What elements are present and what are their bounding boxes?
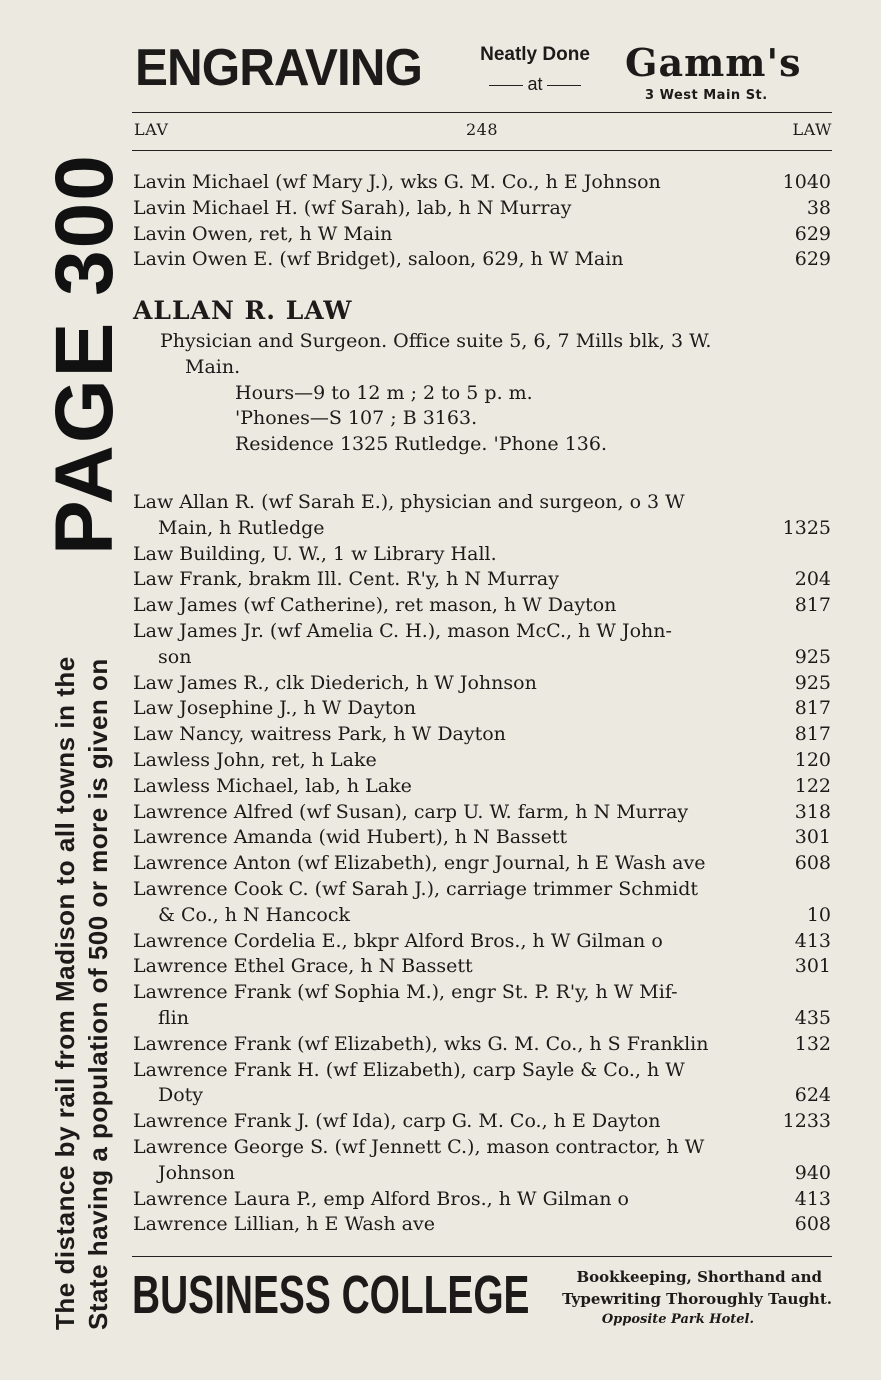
entry-text: Lawrence Lillian, h E Wash ave: [133, 1213, 435, 1236]
entry-text: Johnson: [158, 1161, 235, 1184]
entry-text: Lawless Michael, lab, h Lake: [133, 774, 412, 797]
entry-text: Law James (wf Catherine), ret mason, h W Dayton: [133, 594, 617, 617]
entry-house-number: 817: [794, 723, 831, 746]
entry-house-number: 122: [794, 774, 831, 797]
directory-entries-main: [133, 490, 831, 1238]
entry-house-number: 925: [794, 671, 831, 694]
entry-house-number: 624: [794, 1084, 831, 1107]
entry-text: Law James Jr. (wf Amelia C. H.), mason McC., h W John-: [133, 619, 672, 642]
entry-text: Lawrence Cook C. (wf Sarah J.), carriage trimmer Schmidt: [133, 877, 699, 900]
card-line-profession: Physician and Surgeon. Office suite 5, 6, 7 Mills blk, 3 W.: [160, 330, 712, 352]
entry-text: Main, h Rutledge: [158, 516, 325, 539]
entry-text: Law Allan R. (wf Sarah E.), physician and surgeon, o 3 W: [133, 491, 685, 513]
directory-entry: [133, 1006, 831, 1032]
directory-entry: [133, 247, 831, 273]
entry-text: Lawrence Alfred (wf Susan), carp U. W. farm, h N Murray: [133, 800, 689, 823]
entry-text: Law Nancy, waitress Park, h W Dayton: [133, 723, 506, 746]
top-rule: [132, 112, 832, 113]
entry-text: Lawrence Laura P., emp Alford Bros., h W Gilman o: [133, 1187, 629, 1210]
entry-house-number: 413: [794, 929, 831, 952]
card-phones: 'Phones—S 107 ; B 3163.: [235, 407, 478, 430]
entry-house-number: 132: [794, 1032, 831, 1055]
entry-house-number: 608: [794, 1213, 831, 1236]
entry-text: Lawrence Cordelia E., bkpr Alford Bros., h W Gilman o: [133, 929, 663, 952]
header-rule: [132, 150, 832, 151]
entry-house-number: 1040: [782, 171, 831, 193]
entry-house-number: 413: [794, 1187, 831, 1210]
ad-college-line-1: Bookkeeping, Shorthand and: [576, 1268, 822, 1286]
entry-text: Law James R., clk Diederich, h W Johnson: [133, 671, 537, 694]
entry-text: Lavin Michael (wf Mary J.), wks G. M. Co., h E Johnson: [133, 171, 661, 193]
entry-house-number: 940: [794, 1161, 831, 1184]
ad-at-text: at: [470, 74, 600, 95]
ad-college-title: BUSINESS COLLEGE: [132, 1265, 530, 1325]
entry-text: Lavin Owen, ret, h W Main: [133, 222, 393, 245]
entry-text: Doty: [158, 1084, 204, 1107]
side-margin-ad: [0, 0, 130, 1380]
directory-entry: [133, 1083, 831, 1109]
entry-house-number: 925: [794, 645, 831, 668]
directory-entry: [133, 774, 831, 800]
card-title: ALLAN R. LAW: [133, 296, 353, 325]
directory-entry: [133, 1135, 831, 1161]
entry-text: Law Frank, brakm Ill. Cent. R'y, h N Murray: [133, 568, 559, 591]
directory-entry: [133, 671, 831, 697]
entry-house-number: 629: [794, 222, 831, 245]
entry-text: Lawrence Frank J. (wf Ida), carp G. M. Co., h E Dayton: [133, 1110, 661, 1133]
entry-house-number: 204: [794, 568, 831, 591]
entry-house-number: 435: [794, 1006, 831, 1029]
side-ad-line-2: State having a population of 500 or more is given on: [83, 658, 113, 1330]
entry-text: Lawrence Ethel Grace, h N Bassett: [133, 955, 473, 978]
entry-text: Law Josephine J., h W Dayton: [133, 697, 417, 720]
ad-shop-address: 3 West Main St.: [645, 88, 768, 103]
directory-entry: [133, 748, 831, 774]
directory-entry: [133, 170, 831, 196]
directory-entry: [133, 851, 831, 877]
entry-text: Lavin Michael H. (wf Sarah), lab, h N Murray: [133, 196, 572, 219]
entry-house-number: 301: [794, 955, 831, 978]
ad-neatly-text: Neatly Done: [480, 44, 590, 65]
directory-entry: [133, 490, 831, 516]
directory-entry: [133, 696, 831, 722]
entry-text: son: [158, 645, 192, 668]
directory-entry: [133, 877, 831, 903]
directory-entry: [133, 516, 831, 542]
directory-entry: [133, 619, 831, 645]
entry-text: & Co., h N Hancock: [158, 903, 351, 926]
ad-engraving-text: ENGRAVING: [135, 39, 422, 97]
directory-entry: [133, 593, 831, 619]
running-head-right: LAW: [792, 120, 832, 139]
directory-entry: [133, 929, 831, 955]
directory-entry: [133, 800, 831, 826]
card-residence: Residence 1325 Rutledge. 'Phone 136.: [235, 433, 607, 456]
directory-entry: [133, 722, 831, 748]
directory-entry: [133, 1161, 831, 1187]
entry-text: Lawrence Frank H. (wf Elizabeth), carp Sayle & Co., h W: [133, 1058, 685, 1081]
directory-entry: [133, 903, 831, 929]
directory-entry: [133, 825, 831, 851]
directory-entry: [133, 954, 831, 980]
card-hours: Hours—9 to 12 m ; 2 to 5 p. m.: [235, 381, 533, 404]
entry-text: Lawrence Anton (wf Elizabeth), engr Journal, h E Wash ave: [133, 852, 706, 875]
directory-entry: [133, 567, 831, 593]
entry-text: Lawrence Frank (wf Sophia M.), engr St. P. R'y, h W Mif-: [133, 981, 678, 1004]
page-number: 248: [465, 120, 499, 139]
entry-text: Lawless John, ret, h Lake: [133, 748, 377, 771]
entry-text: flin: [158, 1006, 189, 1029]
directory-entry: [133, 542, 831, 568]
directory-entry: [133, 980, 831, 1006]
directory-entry: [133, 1032, 831, 1058]
entry-house-number: 10: [806, 903, 831, 926]
entry-text: Lawrence George S. (wf Jennett C.), mason contractor, h W: [133, 1135, 705, 1158]
entry-house-number: 1233: [782, 1110, 831, 1133]
directory-entry: [133, 645, 831, 671]
entry-house-number: 608: [794, 852, 831, 875]
entry-house-number: 318: [794, 800, 831, 823]
side-page-label: PAGE 300: [39, 153, 130, 555]
running-head-left: LAV: [134, 120, 169, 139]
ad-shop-name: Gamm's: [625, 40, 802, 85]
directory-entry: [133, 222, 831, 248]
side-ad-line-1: The distance by rail from Madison to all towns in the: [50, 656, 80, 1330]
entry-text: Lawrence Frank (wf Elizabeth), wks G. M. Co., h S Franklin: [133, 1032, 709, 1055]
entry-house-number: 1325: [782, 516, 831, 539]
entry-text: Law Building, U. W., 1 w Library Hall.: [133, 542, 497, 565]
entry-house-number: 817: [794, 697, 831, 720]
top-advertisement: [135, 38, 835, 110]
ad-college-line-2: Typewriting Thoroughly Taught.: [562, 1290, 832, 1308]
directory-entry: [133, 1212, 831, 1238]
professional-card: [133, 296, 833, 458]
directory-entry: [133, 1058, 831, 1084]
directory-entries-top: [133, 170, 831, 273]
entry-text: Lawrence Amanda (wid Hubert), h N Bassett: [133, 826, 568, 849]
directory-entry: [133, 1187, 831, 1213]
directory-entry: [133, 196, 831, 222]
directory-entry: [133, 1109, 831, 1135]
card-line-continued: Main.: [185, 355, 241, 378]
ad-college-location: Opposite Park Hotel.: [601, 1312, 754, 1327]
entry-house-number: 817: [794, 594, 831, 617]
entry-house-number: 120: [794, 748, 831, 771]
bottom-rule: [132, 1256, 832, 1257]
entry-house-number: 301: [794, 826, 831, 849]
bottom-advertisement: [132, 1260, 832, 1330]
entry-house-number: 38: [806, 196, 831, 219]
entry-text: Lavin Owen E. (wf Bridget), saloon, 629, h W Main: [133, 248, 624, 271]
running-head: [132, 120, 832, 142]
entry-house-number: 629: [794, 248, 831, 271]
